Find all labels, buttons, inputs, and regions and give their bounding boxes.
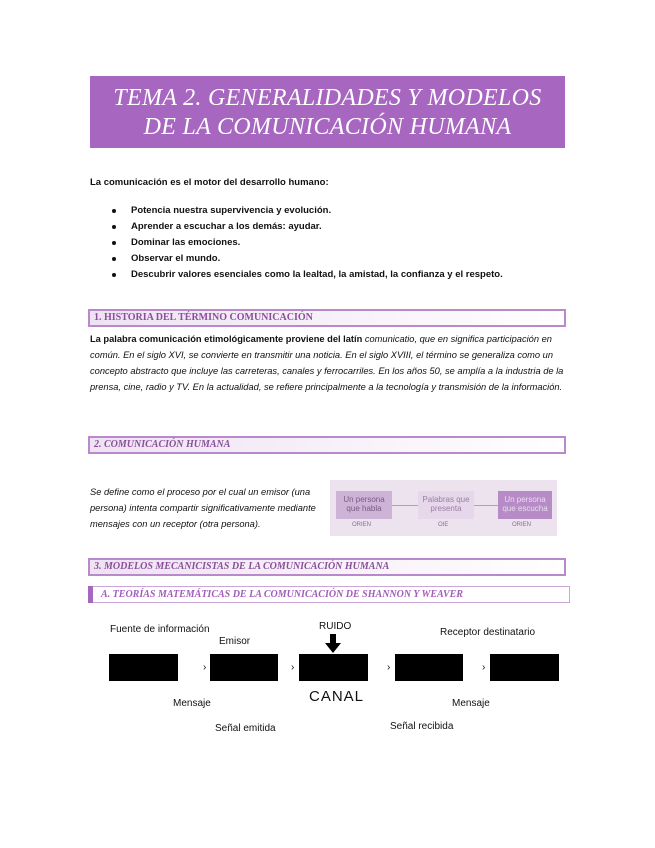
diagram-label: OIE (438, 522, 449, 528)
communication-diagram (330, 480, 557, 536)
flow-arrow-icon: › (291, 662, 295, 673)
subsection-heading-shannon (88, 586, 570, 603)
list-item: Potencia nuestra supervivencia y evolución. (112, 203, 503, 219)
receiver-block (395, 654, 463, 681)
section-heading-models: 3. MODELOS MECANICISTAS DE LA COMUNICACIÓN HUMANA (88, 558, 566, 576)
list-item: Observar el mundo. (112, 251, 503, 267)
received-signal-label: Señal recibida (390, 721, 454, 732)
emitter-label: Emisor (219, 636, 251, 647)
paragraph-body: comunicatio, que en significa participación en común. En el siglo XVI, se convierte en transmitir una noticia. En el siglo XVIII, el término se generaliza como un concepto abstracto que incluye las carreteras, canales y ferrocarriles. En los años 50, se amplía a la industria de la prensa, cine, radio y TV. En la actualidad, se refiere principalmente a la tecnología y transmisión de la información. (90, 334, 564, 392)
section-heading-human-communication: 2. COMUNICACIÓN HUMANA (88, 436, 566, 454)
intro-text: La comunicación es el motor del desarrollo humano: (90, 177, 329, 188)
source-block (109, 654, 178, 681)
title-line-2: DE LA COMUNICACIÓN HUMANA (143, 114, 512, 140)
flow-arrow-icon: › (482, 662, 486, 673)
definition-text: Se define como el proceso por el cual un emisor (una persona) intenta compartir significativamente mediante mensajes con un receptor (otra persona). (90, 487, 316, 529)
diagram-arrow (392, 505, 418, 506)
noise-label: RUIDO (319, 621, 352, 632)
receiver-label: Receptor destinatario (440, 627, 536, 638)
destination-block (490, 654, 559, 681)
channel-label: CANAL (309, 688, 365, 705)
emitted-signal-label: Señal emitida (215, 723, 276, 734)
message-label-1: Mensaje (173, 698, 211, 709)
diagram-box-receiver: Un persona que escucha (498, 491, 552, 519)
source-label: Fuente de información (110, 624, 210, 635)
emitter-block (210, 654, 278, 681)
diagram-label: ORIEN (512, 522, 532, 528)
bullet-list (112, 203, 503, 283)
flow-arrow-icon: › (387, 662, 391, 673)
title-line-1: TEMA 2. GENERALIDADES Y MODELOS (113, 85, 542, 111)
list-item: Aprender a escuchar a los demás: ayudar. (112, 219, 503, 235)
list-item: Dominar las emociones. (112, 235, 503, 251)
message-label-2: Mensaje (452, 698, 490, 709)
diagram-label: ORIEN (352, 522, 372, 528)
history-paragraph (90, 331, 565, 395)
flow-arrow-icon: › (203, 662, 207, 673)
diagram-arrow (474, 505, 498, 506)
channel-block (299, 654, 368, 681)
noise-arrow-icon (325, 634, 341, 653)
document-title (90, 76, 565, 148)
diagram-box-sender: Un persona que habla (336, 491, 392, 519)
paragraph-lead: La palabra comunicación etimológicamente proviene del latín (90, 334, 363, 344)
diagram-box-message: Palabras que presenta (418, 491, 474, 519)
list-item: Descubrir valores esenciales como la lealtad, la amistad, la confianza y el respeto. (112, 267, 503, 283)
section-heading-history: 1. HISTORIA DEL TÉRMINO COMUNICACIÓN (88, 309, 566, 327)
subsection-heading-text: A. TEORÍAS MATEMÁTICAS DE LA COMUNICACIÓN DE SHANNON Y WEAVER (101, 589, 463, 600)
